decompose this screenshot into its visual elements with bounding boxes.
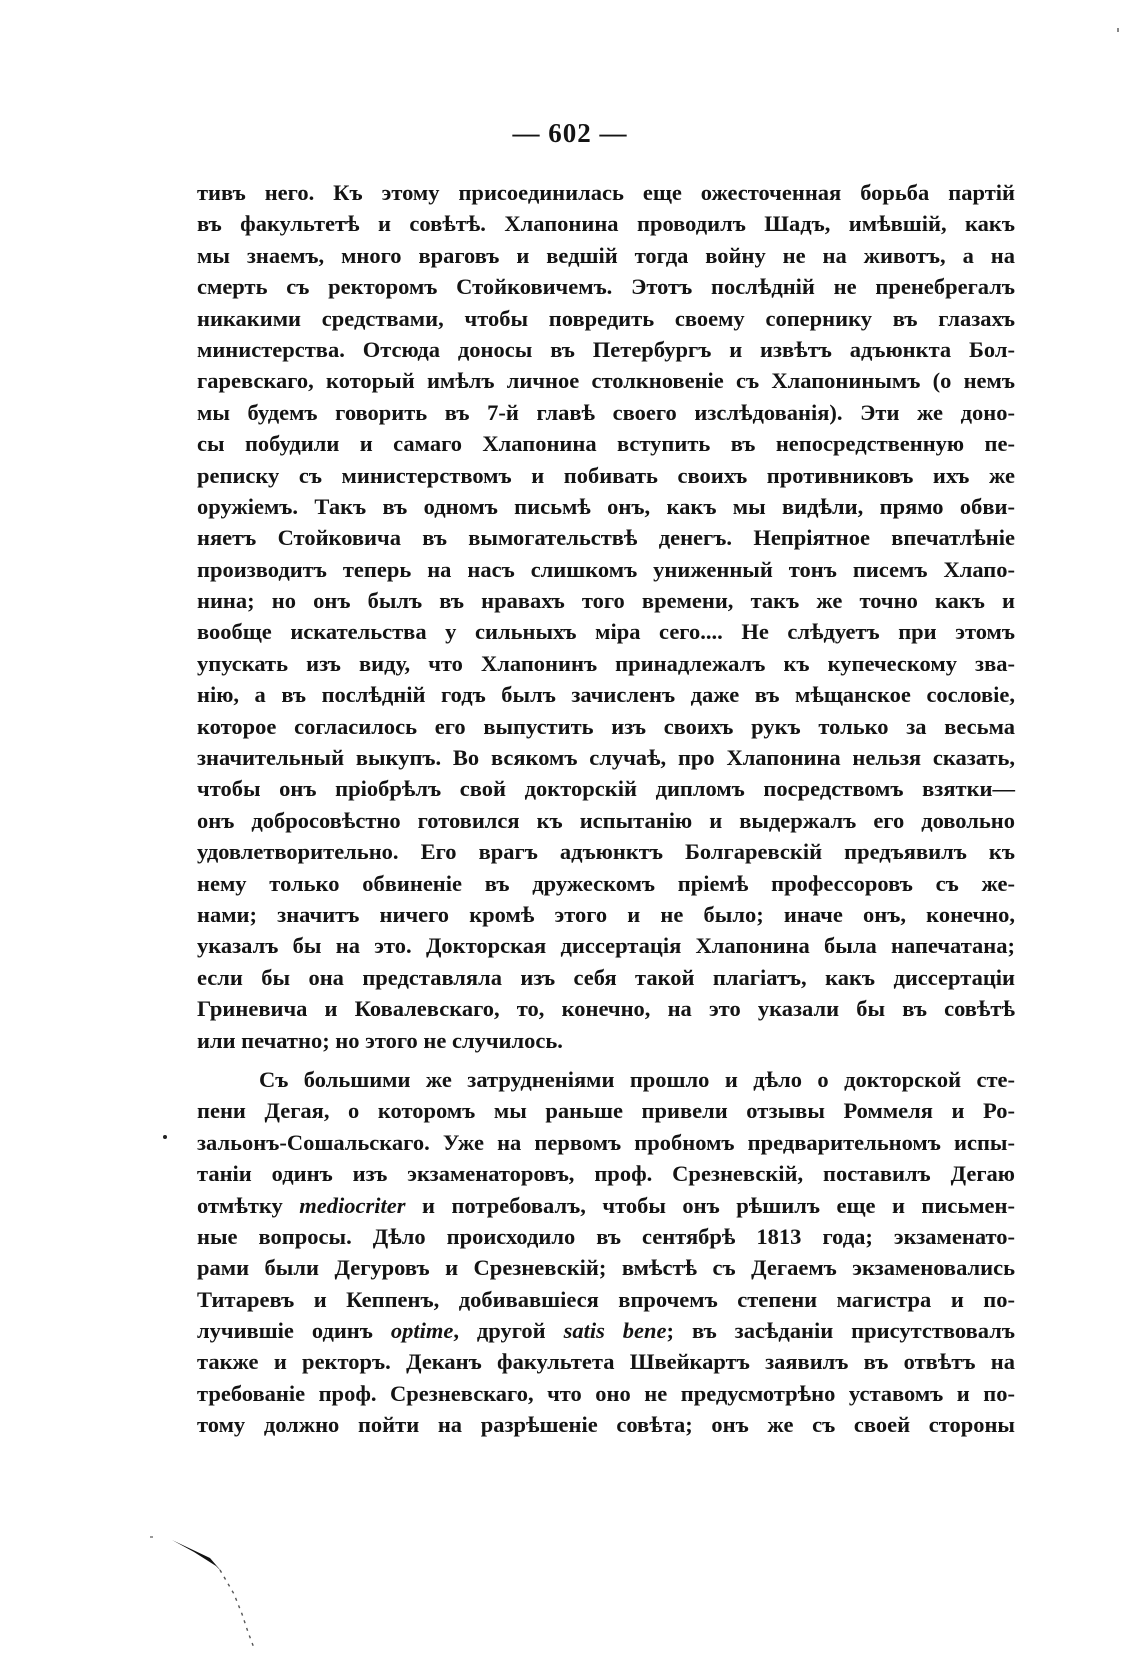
scan-artifact-stroke <box>150 1536 280 1651</box>
text-line: мы знаемъ, много враговъ и ведшій тогда войну не на животъ, а на <box>197 242 1015 268</box>
text-line: вообще искательства у сильныхъ міра сего.... Не слѣдуетъ при этомъ <box>197 619 1015 645</box>
text-line: рами были Дегуровъ и Срезневскій; вмѣстѣ съ Дегаемъ экзаменовались <box>197 1255 1015 1281</box>
stray-ink-dot <box>163 1135 167 1139</box>
text-line: чтобы онъ пріобрѣлъ свой докторскій дипломъ посредствомъ взятки— <box>197 776 1015 802</box>
text-line: нему только обвиненіе въ дружескомъ пріемѣ профессоровъ съ же- <box>197 870 1015 896</box>
artifact-speck <box>150 1536 153 1538</box>
page-number: — 602 — <box>512 118 628 148</box>
scan-speck <box>1117 28 1119 32</box>
text-run: лучившіе одинъ <box>197 1318 391 1344</box>
latin-term: mediocriter <box>299 1192 406 1218</box>
text-line: мы будемъ говорить въ 7-й главѣ своего изслѣдованія). Эти же доно- <box>197 399 1015 425</box>
text-line: требованіе проф. Срезневскаго, что оно не предусмотрѣно уставомъ и по- <box>197 1380 1015 1406</box>
text-run: , другой <box>453 1318 564 1344</box>
text-line: таніи одинъ изъ экзаменаторовъ, проф. Срезневскій, поставилъ Дегаю <box>197 1161 1015 1187</box>
text-line: нина; но онъ былъ въ нравахъ того времени, такъ же точно какъ и <box>197 588 1015 614</box>
text-line: тивъ него. Къ этому присоединилась еще ожесточенная борьба партій <box>197 180 1015 205</box>
artifact-stroke-head <box>172 1540 222 1572</box>
artifact-stroke-tail <box>220 1570 254 1648</box>
text-line: ные вопросы. Дѣло происходило въ сентябрѣ 1813 года; экзаменато- <box>197 1223 1015 1249</box>
text-line: оружіемъ. Такъ въ одномъ письмѣ онъ, какъ мы видѣли, прямо обви- <box>197 493 1015 519</box>
text-line <box>197 1190 1015 1221</box>
text-line: Гриневича и Ковалевскаго, то, конечно, на это указали бы въ совѣтѣ <box>197 996 1015 1022</box>
text-line: онъ добросовѣстно готовился къ испытанію и выдержалъ его довольно <box>197 807 1015 833</box>
text-run: отмѣтку <box>197 1192 300 1218</box>
text-run: и потребовалъ, чтобы онъ рѣшилъ еще и письмен- <box>405 1192 1016 1218</box>
paragraph-2 <box>197 1064 1015 1441</box>
text-line: значительный выкупъ. Во всякомъ случаѣ, про Хлапонина нельзя сказать, <box>197 745 1015 771</box>
text-line: тому должно пойти на разрѣшеніе совѣта; онъ же съ своей стороны <box>197 1412 1015 1438</box>
text-line: пени Дегая, о которомъ мы раньше привели отзывы Роммеля и Ро- <box>197 1098 1015 1124</box>
latin-term: satis bene <box>563 1318 667 1344</box>
text-line: упускать изъ виду, что Хлапонинъ принадлежалъ къ купеческому зва- <box>197 650 1015 676</box>
text-line: если бы она представляла изъ себя такой плагіатъ, какъ диссертаціи <box>197 964 1015 990</box>
paragraph-1 <box>197 177 1015 1056</box>
text-line: няетъ Стойковича въ вымогательствѣ денегъ. Непріятное впечатлѣніе <box>197 525 1015 551</box>
text-line: удовлетворительно. Его врагъ адъюнктъ Болгаревскій предъявилъ къ <box>197 839 1015 865</box>
text-line: министерства. Отсюда доносы въ Петербургъ и извѣтъ адъюнкта Бол- <box>197 336 1015 362</box>
text-line: реписку съ министерствомъ и побивать своихъ противниковъ ихъ же <box>197 462 1015 488</box>
text-line: Титаревъ и Кеппенъ, добивавшіеся впрочемъ степени магистра и по- <box>197 1286 1015 1312</box>
text-line: нами; значитъ ничего кромѣ этого и не было; иначе онъ, конечно, <box>197 901 1015 927</box>
body-text <box>197 177 1015 1441</box>
text-line: гаревскаго, который имѣлъ личное столкновеніе съ Хлапонинымъ (о немъ <box>197 368 1015 394</box>
paragraph-gap <box>197 1056 1015 1064</box>
text-line <box>197 1315 1015 1346</box>
text-line: или печатно; но этого не случилось. <box>197 1027 563 1053</box>
latin-term: optime <box>390 1318 454 1344</box>
text-line: также и ректоръ. Деканъ факультета Швейкартъ заявилъ въ отвѣтъ на <box>197 1349 1015 1375</box>
text-line: производитъ теперь на насъ слишкомъ униженный тонъ писемъ Хлапо- <box>197 556 1015 582</box>
text-line: которое согласилось его выпустить изъ своихъ рукъ только за весьма <box>197 713 1015 739</box>
text-line: сы побудили и самаго Хлапонина вступить въ непосредственную пе- <box>197 431 1015 457</box>
text-line: Съ большими же затрудненіями прошло и дѣло о докторской сте- <box>259 1066 1015 1092</box>
text-line: никакими средствами, чтобы повредить своему сопернику въ глазахъ <box>197 305 1015 331</box>
text-run: ; въ засѣданіи присутствовалъ <box>666 1318 1015 1344</box>
text-line: указалъ бы на это. Докторская диссертація Хлапонина была напечатана; <box>197 933 1015 959</box>
text-line: зальонъ-Сошальскаго. Уже на первомъ пробномъ предварительномъ испы- <box>197 1129 1015 1155</box>
text-line: нію, а въ послѣдній годъ былъ зачисленъ даже въ мѣщанское сословіе, <box>197 682 1015 708</box>
text-line: въ факультетѣ и совѣтѣ. Хлапонина проводилъ Шадъ, имѣвшій, какъ <box>197 211 1015 237</box>
text-line: смерть съ ректоромъ Стойковичемъ. Этотъ послѣдній не пренебрегалъ <box>197 274 1015 300</box>
